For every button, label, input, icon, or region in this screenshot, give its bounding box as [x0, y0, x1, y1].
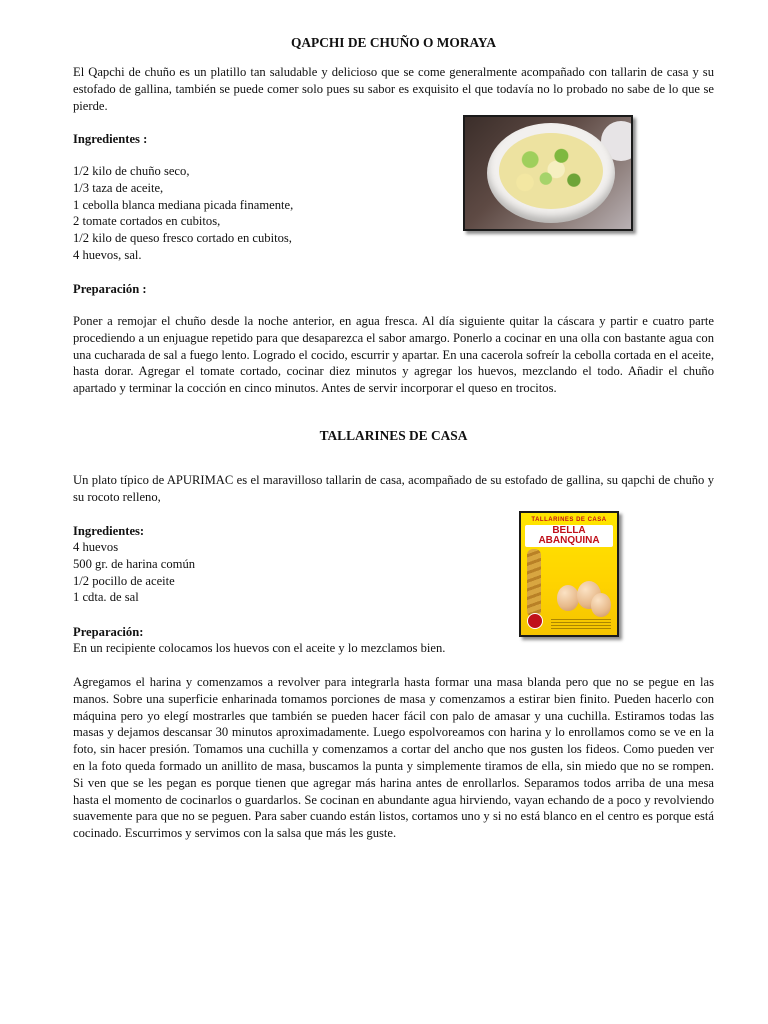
- list-item: 2 tomate cortados en cubitos,: [73, 214, 221, 229]
- recipe1-title: QAPCHI DE CHUÑO O MORAYA: [290, 35, 497, 50]
- list-item: 1/2 kilo de chuño seco,: [73, 164, 190, 178]
- list-item: 1 cebolla blanca mediana picada finamente,: [73, 197, 294, 212]
- list-item: 1 cdta. de sal: [73, 590, 139, 605]
- package-brand: BELLA ABANQUINA: [525, 525, 613, 547]
- tallarines-package-photo: [519, 511, 619, 637]
- recipe2-intro: Un plato típico de APURIMAC es el maravilloso tallarin de casa, acompañado de su estofado de gallina, su qapchi de chuño y su rocoto relleno,: [73, 473, 714, 504]
- list-item: 4 huevos, sal.: [73, 247, 142, 262]
- package-fine-print: [551, 619, 611, 629]
- list-item: 1/2 kilo de queso fresco cortado en cubitos,: [73, 231, 292, 246]
- egg-icon: [591, 593, 611, 617]
- recipe2-ingredients-list: [73, 539, 373, 606]
- recipe1-ingredients-label: Ingredientes :: [73, 132, 148, 146]
- egg-icon: [557, 585, 579, 611]
- recipe2-title: TALLARINES DE CASA: [319, 428, 468, 443]
- list-item: 4 huevos: [73, 540, 119, 554]
- recipe1-preparation: Poner a remojar el chuño desde la noche anterior, en agua fresca. Al día siguiente quitar la cáscara y partir e cuatro parte procediendo a un enjuague repetido para que desaparezca el sabor amargo. Ponerlo a cocinar en una olla con bastante agua con una cucharada de sal a fuego lento. Logrado el cocido, escurrir y apartar. En una cacerola sofreír la cebolla cortada en el aceite, hasta dorar. Agregar el tomate cortado, cocinar diez minutos y agregar los huevos, mezclando el todo. Añadir el chuño apartado y terminar la cocción en cinco minutos. Antes de servir incorporar el queso en trocitos.: [73, 314, 714, 396]
- list-item: 500 gr. de harina común: [73, 556, 196, 571]
- recipe1-preparation-label: Preparación :: [73, 282, 147, 296]
- recipe2-ingredients-label: Ingredientes:: [73, 524, 145, 538]
- recipe1-ingredients-list: [73, 163, 373, 264]
- recipe2-preparation-step2: Agregamos el harina y comenzamos a revolver para integrarla hasta formar una masa blanda pero que no se pegue en las manos. Sobre una superficie enharinada tomamos porciones de masa y comenzamos a estirar bien finito. Pueden hacerlo con máquina pero yo elegí mostrarles que también se pueden hacer fácil con palo de amasar y una cuchilla. Estiramos todas las masas y dejamos descansar 30 minutos aproximadamente. Luego espolvoreamos con harina y lo enrollamos como se ve en la foto, sin hacer presión. Tomamos una cuchilla y comenzamos a cortar del ancho que nos gusten los fideos. Como pueden ver en la foto queda formado un anillito de masa, buscamos la punta y simplemente tiramos de ella, sin miedo que no se rompen. Si ven que se les pegan es porque tienen que agregar más harina antes de enrollarlos. Separamos todos arriba de una mesa hasta el momento de cocinarlos o guardarlos. Se cocinan en abundante agua hirviendo, vayan echando de a poco y revolviendo suavemente para que no se peguen. Para saber cuando están listos, cortamos uno y si no está blanco en el centro es porque está cocinado. Escurrimos y servimos con la salsa que más les guste.: [73, 675, 714, 841]
- recipe1-intro: El Qapchi de chuño es un platillo tan saludable y delicioso que se come generalmente acompañado con tallarin de casa y su estofado de gallina, también se puede comer solo pues su sabor es exquisito el que todavía no lo probado no sabe de lo que se pierde.: [73, 65, 714, 113]
- qapchi-photo: [463, 115, 633, 231]
- recipe2-preparation-label: Preparación:: [73, 625, 144, 639]
- brand-logo-icon: [527, 613, 543, 629]
- list-item: 1/2 pocillo de aceite: [73, 573, 175, 588]
- qapchi-food: [499, 133, 603, 209]
- noodle-braid: [527, 549, 541, 617]
- list-item: 1/3 taza de aceite,: [73, 180, 164, 195]
- package-top-text: TALLARINES DE CASA: [531, 517, 607, 523]
- recipe2-preparation-step1: En un recipiente colocamos los huevos con el aceite y lo mezclamos bien.: [73, 641, 446, 655]
